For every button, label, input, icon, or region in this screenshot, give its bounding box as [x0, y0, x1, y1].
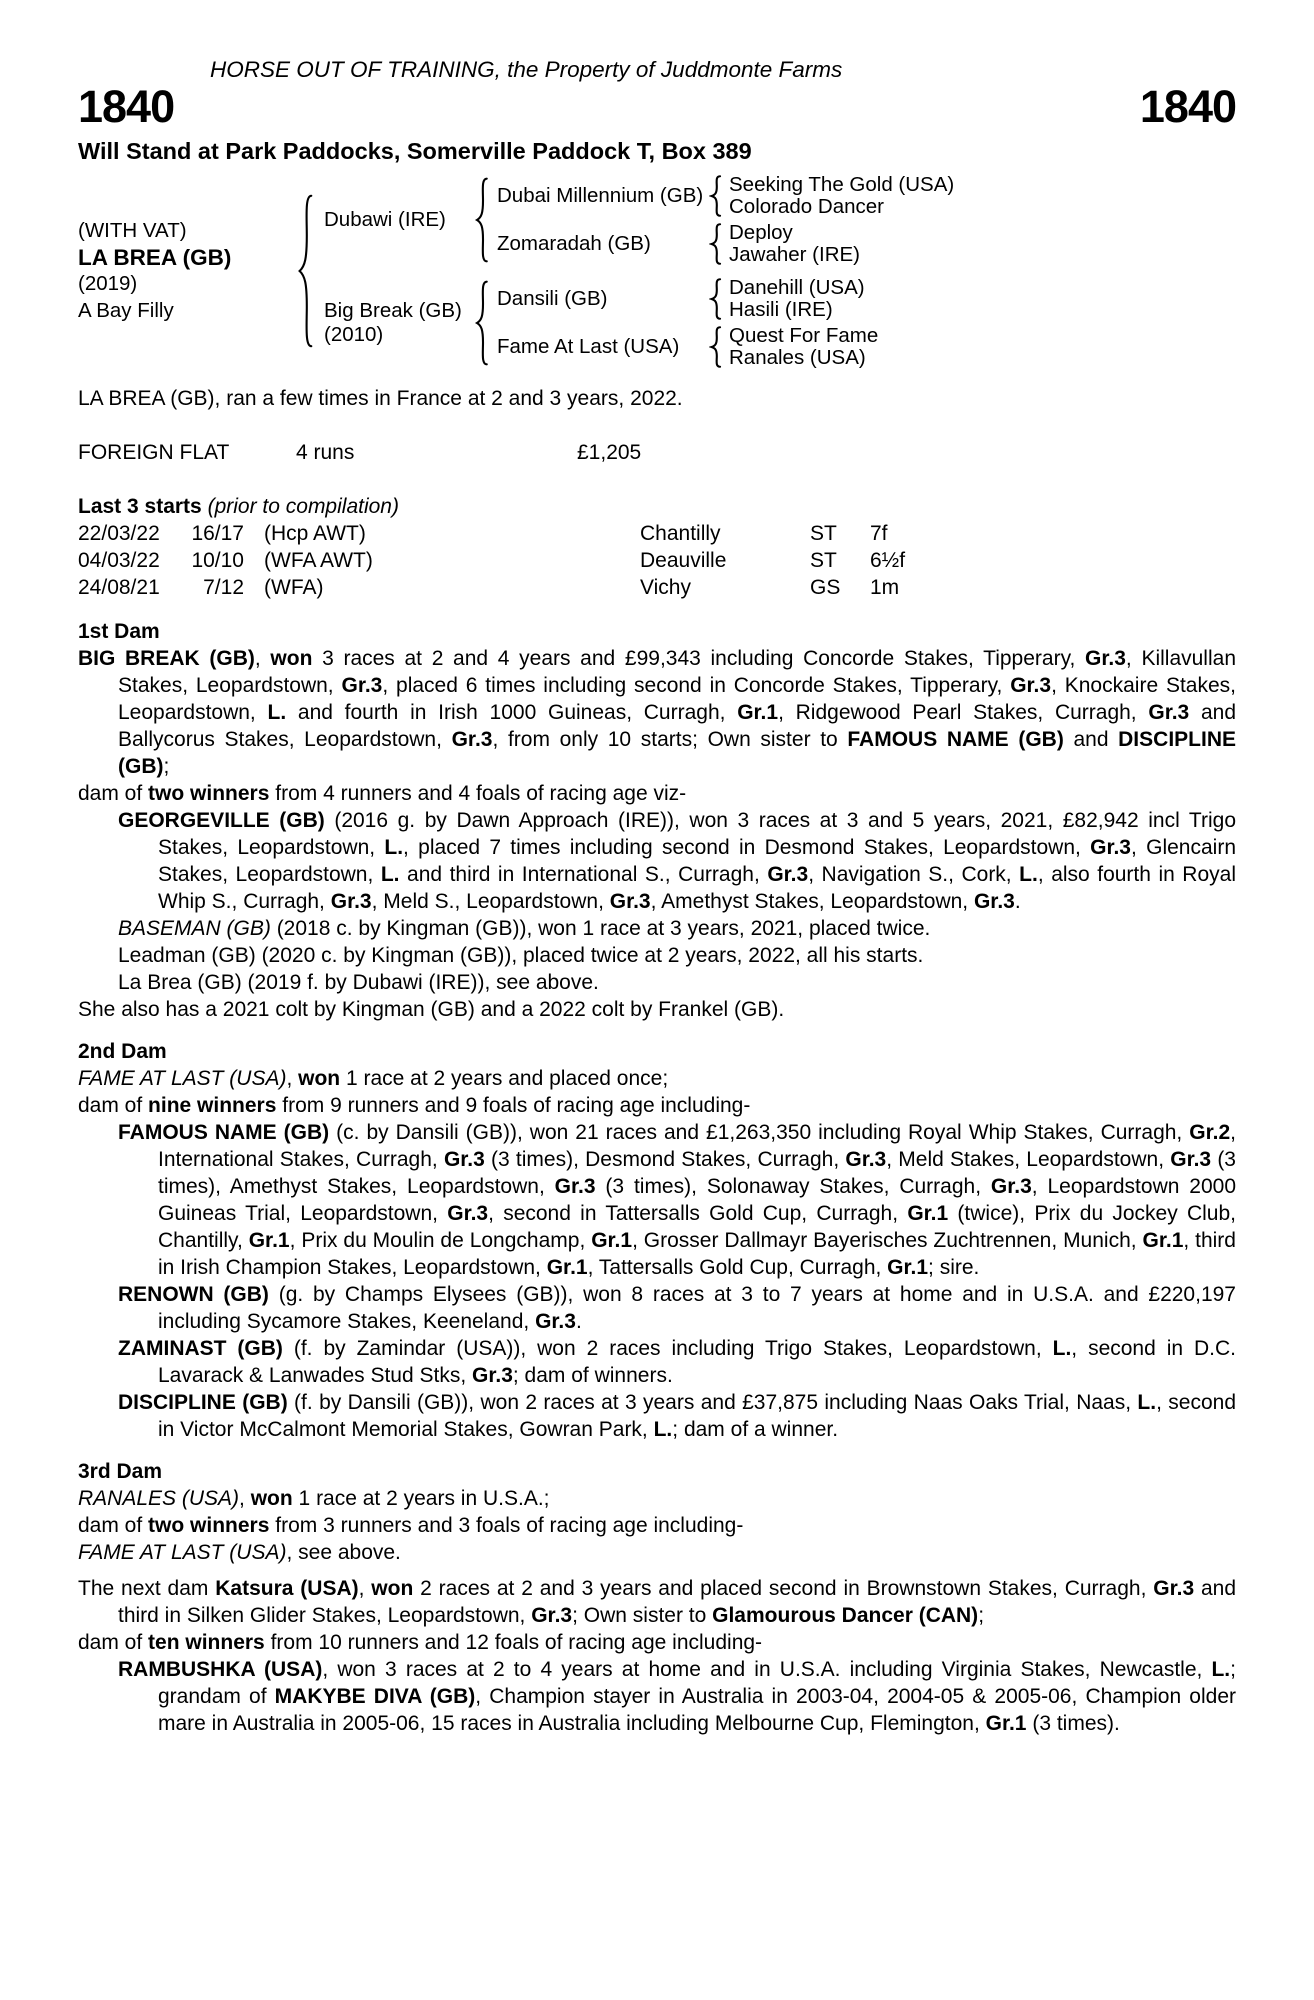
start-distance: 6½f	[870, 549, 906, 572]
sire-row	[324, 174, 954, 265]
start-going: GS	[810, 576, 841, 599]
start-row	[78, 574, 1236, 601]
start-going: ST	[810, 549, 837, 572]
start-distance: 7f	[870, 522, 888, 545]
granddam-row	[497, 325, 878, 368]
last-starts-heading	[78, 493, 1236, 520]
sire-name: Dubawi (IRE)	[324, 207, 446, 231]
start-race-type: (Hcp AWT)	[264, 522, 366, 545]
para-georgeville: GEORGEVILLE (GB) (2016 g. by Dawn Approach (IRE)), won 3 races at 3 and 5 years, 2021, £82,942 incl Trigo Stakes, Leopardstown, L., placed 7 times including second in Desmond Stakes, Leopardstown, Gr.3, Glencairn Stakes, Leopardstown, L. and third in International S., Curragh, Gr.3, Navigation S., Cork, L., also fourth in Royal Whip S., Curragh, Gr.3, Meld S., Leopardstown, Gr.3, Amethyst Stakes, Leopardstown, Gr.3.	[118, 809, 1236, 913]
para-fame-at-last: FAME AT LAST (USA), won 1 race at 2 years and placed once;	[78, 1067, 669, 1090]
para-katsura: The next dam Katsura (USA), won 2 races at 2 and 3 years and placed second in Brownstown Stakes, Curragh, Gr.3 and third in Silken Glider Stakes, Leopardstown, Gr.3; Own sister to Glamourous Dancer (CAN);	[78, 1577, 1237, 1627]
para-fame-see-above: FAME AT LAST (USA), see above.	[78, 1541, 401, 1564]
pedigree-brace-icon	[709, 175, 722, 217]
sire-grandparents	[497, 174, 954, 265]
start-course: Vichy	[640, 576, 691, 599]
start-race-type: (WFA AWT)	[264, 549, 373, 572]
para-ranales: RANALES (USA), won 1 race at 2 years in U.S.A.;	[78, 1487, 550, 1510]
para-famous-name: FAMOUS NAME (GB) (c. by Dansili (GB)), won 21 races and £1,263,350 including Royal Whip Stakes, Curragh, Gr.2, International Stakes, Curragh, Gr.3 (3 times), Desmond Stakes, Curragh, Gr.3, Meld Stakes, Leopardstown, Gr.3 (3 times), Amethyst Stakes, Leopardstown, Gr.3 (3 times), Solonaway Stakes, Curragh, Gr.3, Leopardstown 2000 Guineas Trial, Leopardstown, Gr.3, second in Tattersalls Gold Cup, Curragh, Gr.1 (twice), Prix du Jockey Club, Chantilly, Gr.1, Prix du Moulin de Longchamp, Gr.1, Grosser Dallmayr Bayerisches Zuchtrennen, Munich, Gr.1, third in Irish Champion Stakes, Leopardstown, Gr.1, Tattersalls Gold Cup, Curragh, Gr.1; sire.	[118, 1121, 1236, 1279]
parents-column	[324, 174, 954, 368]
para-discipline: DISCIPLINE (GB) (f. by Dansili (GB)), won 2 races at 3 years and £37,875 including Naas Oaks Trial, Naas, L., second in Victor McCalmont Memorial Stakes, Gowran Park, L.; dam of a winner.	[118, 1391, 1236, 1441]
dam-name-text: Big Break (GB)	[324, 298, 462, 322]
grandsire-row	[497, 174, 954, 217]
foal-year: (2019)	[78, 272, 138, 295]
start-row	[78, 520, 1236, 547]
para-rambushka: RAMBUSHKA (USA), won 3 races at 2 to 4 years at home and in U.S.A. including Virginia Stakes, Newcastle, L.; grandam of MAKYBE DIVA (GB), Champion stayer in Australia in 2003-04, 2004-05 & 2005-06, Champion older mare in Australia in 2005-06, 15 races in Australia including Melbourne Cup, Flemington, Gr.1 (3 times).	[118, 1658, 1236, 1735]
great-grandparents	[729, 174, 954, 217]
para-she-also: She also has a 2021 colt by Kingman (GB) and a 2022 colt by Frankel (GB).	[78, 998, 785, 1021]
grandsire-row	[497, 277, 878, 320]
pedigree-brace-icon	[709, 326, 722, 368]
start-course: Chantilly	[640, 522, 721, 545]
lot-row	[78, 81, 1236, 132]
horse-name: LA BREA (GB)	[78, 244, 232, 270]
start-date: 04/03/22	[78, 549, 160, 572]
para-dam-of-ten-winners: dam of ten winners from 10 runners and 12 foals of racing age including-	[78, 1631, 763, 1654]
pedigree-entry: Quest For Fame	[729, 324, 879, 347]
section-heading-2nd-dam: 2nd Dam	[78, 1040, 167, 1063]
pedigree-entry: Deploy	[729, 221, 793, 244]
start-position: 16/17	[191, 522, 244, 545]
para-baseman: BASEMAN (GB) (2018 c. by Kingman (GB)), won 1 race at 3 years, 2021, placed twice.	[118, 917, 931, 940]
pedigree-entry: Hasili (IRE)	[729, 297, 833, 321]
para-leadman: Leadman (GB) (2020 c. by Kingman (GB)), placed twice at 2 years, 2022, all his starts.	[118, 944, 924, 967]
para-dam-of-two-winners: dam of two winners from 4 runners and 4 foals of racing age viz-	[78, 782, 687, 805]
race-record-row	[78, 439, 1236, 466]
lot-number-right: 1840	[1139, 81, 1236, 132]
para-dam-of-nine-winners: dam of nine winners from 9 runners and 9 foals of racing age including-	[78, 1094, 751, 1117]
dam-name	[324, 299, 474, 347]
page-title: HORSE OUT OF TRAINING, the Property of Juddmonte Farms	[210, 57, 843, 82]
grandsire-name: Dubai Millennium (GB)	[497, 184, 704, 207]
section-heading-1st-dam: 1st Dam	[78, 620, 160, 643]
pedigree-table	[78, 174, 1236, 368]
race-category: FOREIGN FLAT	[78, 441, 230, 464]
granddam-name: Zomaradah (GB)	[497, 232, 651, 255]
pedigree-brace-icon	[474, 279, 489, 367]
pedigree-entry: Colorado Dancer	[729, 194, 884, 218]
last-starts-title: Last 3 starts	[78, 495, 202, 518]
race-summary-line: LA BREA (GB), ran a few times in France at 2 and 3 years, 2022.	[78, 387, 683, 410]
start-date: 24/08/21	[78, 576, 160, 599]
para-big-break: BIG BREAK (GB), won 3 races at 2 and 4 years and £99,343 including Concorde Stakes, Tipperary, Gr.3, Killavullan Stakes, Leopardstown, Gr.3, placed 6 times including second in Concorde Stakes, Tipperary, Gr.3, Knockaire Stakes, Leopardstown, L. and fourth in Irish 1000 Guineas, Curragh, Gr.1, Ridgewood Pearl Stakes, Curragh, Gr.3 and Ballycorus Stakes, Leopardstown, Gr.3, from only 10 starts; Own sister to FAMOUS NAME (GB) and DISCIPLINE (GB);	[78, 647, 1237, 778]
pedigree-entry: Seeking The Gold (USA)	[729, 173, 955, 196]
stand-location-line: Will Stand at Park Paddocks, Somerville Paddock T, Box 389	[78, 138, 752, 164]
pedigree-brace-icon	[709, 223, 722, 265]
section-heading-3rd-dam: 3rd Dam	[78, 1460, 163, 1483]
great-grandparents	[729, 222, 860, 265]
granddam-name: Fame At Last (USA)	[497, 335, 680, 358]
para-la-brea: La Brea (GB) (2019 f. by Dubawi (IRE)), see above.	[118, 971, 599, 994]
start-distance: 1m	[870, 576, 900, 599]
start-course: Deauville	[640, 549, 727, 572]
start-going: ST	[810, 522, 837, 545]
pedigree-brace-icon	[709, 278, 722, 320]
race-runs: 4 runs	[296, 441, 355, 464]
lot-number-left: 1840	[78, 81, 175, 132]
pedigree-entry: Ranales (USA)	[729, 345, 866, 369]
last-starts-subtitle: (prior to compilation)	[207, 495, 399, 518]
vat-note: (WITH VAT)	[78, 219, 187, 242]
great-grandparents	[729, 325, 878, 368]
race-earnings: £1,205	[577, 441, 642, 464]
start-position: 10/10	[191, 549, 244, 572]
granddam-row	[497, 222, 954, 265]
dam-row	[324, 277, 954, 368]
horse-description: A Bay Filly	[78, 298, 174, 322]
pedigree-entry: Danehill (USA)	[729, 276, 865, 299]
horse-info-block	[78, 218, 296, 324]
start-date: 22/03/22	[78, 522, 160, 545]
pedigree-brace-icon	[474, 176, 489, 264]
para-zaminast: ZAMINAST (GB) (f. by Zamindar (USA)), won 2 races including Trigo Stakes, Leopardstown, L., second in D.C. Lavarack & Lanwades Stud Stks, Gr.3; dam of winners.	[118, 1337, 1237, 1387]
pedigree-brace-icon	[296, 191, 314, 351]
last-starts-block	[78, 493, 1236, 601]
para-renown: RENOWN (GB) (g. by Champs Elysees (GB)), won 8 races at 3 to 7 years at home and in U.S.A. and £220,197 including Sycamore Stakes, Keeneland, Gr.3.	[118, 1283, 1236, 1333]
dam-grandparents	[497, 277, 878, 368]
start-position: 7/12	[203, 576, 244, 599]
grandsire-name: Dansili (GB)	[497, 287, 608, 310]
start-row	[78, 547, 1236, 574]
para-dam-of-two-winners-3: dam of two winners from 3 runners and 3 foals of racing age including-	[78, 1514, 744, 1537]
pedigree-entry: Jawaher (IRE)	[729, 242, 861, 266]
start-race-type: (WFA)	[264, 576, 324, 599]
great-grandparents	[729, 277, 865, 320]
dam-year: (2010)	[324, 322, 384, 346]
